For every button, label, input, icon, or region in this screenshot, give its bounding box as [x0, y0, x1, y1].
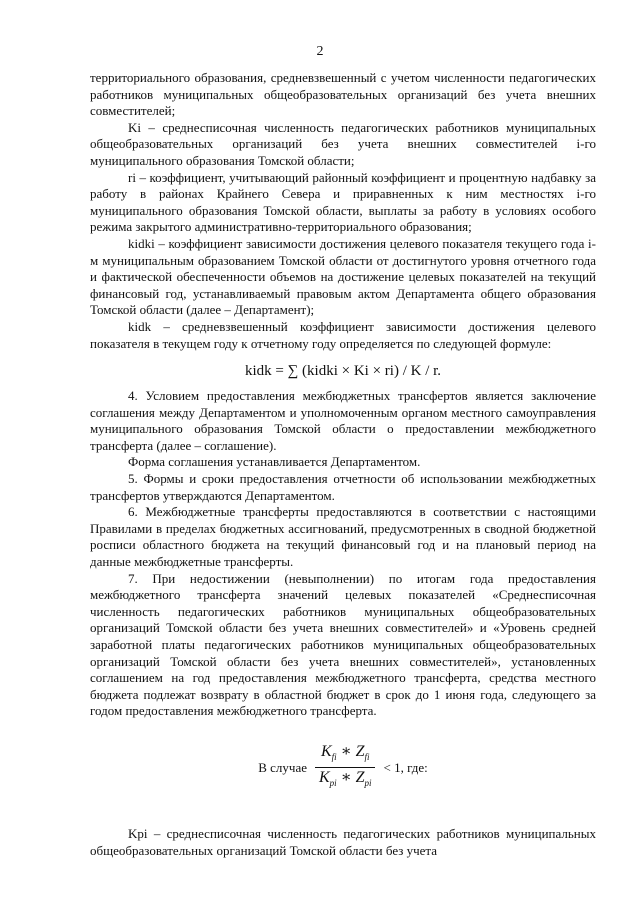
fraction-denominator: $K_{pi}$ ∗ $Z_{pi}$	[319, 769, 372, 789]
formula-fraction	[313, 744, 377, 793]
paragraph-ki-definition: Ki – среднесписочная численность педагогических работников муниципальных общеобразовательных организаций без учета внешних совместителей i-го муниципального образования Томской области;	[90, 119, 596, 168]
paragraph-ri-definition: ri – коэффициент, учитывающий районный коэффициент и процентную надбавку за работу в районах Крайнего Севера и приравненных к ним местностях i-го муниципального образования Томской области, выплаты за работу в условиях особого режима закрытого административно-территориального образования;	[90, 169, 596, 235]
fraction-numerator: $K_{fi}$ ∗ $Z_{fi}$	[315, 744, 375, 769]
paragraph-continuation: территориального образования, средневзвешенный с учетом численности педагогических работников муниципальных общеобразовательных организаций без учета внешних совместителей;	[90, 70, 596, 119]
paragraph-kpi-definition: Kpi – среднесписочная численность педагогических работников муниципальных общеобразовательных организаций Томской области без учета	[90, 825, 596, 858]
page-number: 2	[316, 44, 324, 59]
paragraph-form: Форма соглашения устанавливается Департаментом.	[128, 454, 421, 470]
formula-prefix: В случае	[258, 759, 307, 775]
paragraph-kidk-definition: kidk – средневзвешенный коэффициент зависимости достижения целевого показателя в текущем году к отчетному году определяется по следующей формуле:	[90, 318, 596, 351]
paragraph-6: 6. Межбюджетные трансферты предоставляются в соответствии с настоящими Правилами в пределах бюджетных ассигнований, предусмотренных в сводной бюджетной росписи областного бюджета на текущий финансовый год и на плановый период на данные межбюджетные трансферты.	[90, 504, 596, 570]
paragraph-kidki-definition: kidki – коэффициент зависимости достижения целевого показателя текущего года i-м муниципальным образованием Томской области от достигнутого уровня отчетного года и фактической обеспеченности объемов на достижение целевых показателей на текущий финансовый год, устанавливаемый правовым актом Департамента общего образования Томской области (далее – Департамент);	[90, 235, 596, 318]
paragraph-5: 5. Формы и сроки предоставления отчетности об использовании межбюджетных трансфертов утверждаются Департаментом.	[90, 471, 596, 503]
paragraph-4: 4. Условием предоставления межбюджетных трансфертов является заключение соглашения между Департаментом и уполномоченным органом местного самоуправления муниципального образования Томской области о предоставлении межбюджетного трансферта (далее – соглашение).	[90, 388, 596, 453]
paragraph-7: 7. При недостижении (невыполнении) по итогам года предоставления межбюджетного трансферта значений целевых показателей «Среднесписочная численность педагогических работников муниципальных общеобразовательных организаций Томской области без учета внешних совместителей» и «Уровень средней заработной платы педагогических работников муниципальных общеобразовательных организаций Томской области без учета внешних совместителей», установленных соглашением на год предоставления межбюджетного трансферта, средства местного бюджета подлежат возврату в областной бюджет в срок до 1 июня года, следующего за годом предоставления межбюджетного трансферта.	[90, 570, 596, 719]
formula-suffix: < 1, где:	[383, 759, 428, 775]
formula-kidk: kidk = ∑ (kidki × Ki × ri) / K / r.	[244, 363, 442, 380]
document-body	[90, 70, 596, 859]
formula-condition	[90, 732, 596, 804]
